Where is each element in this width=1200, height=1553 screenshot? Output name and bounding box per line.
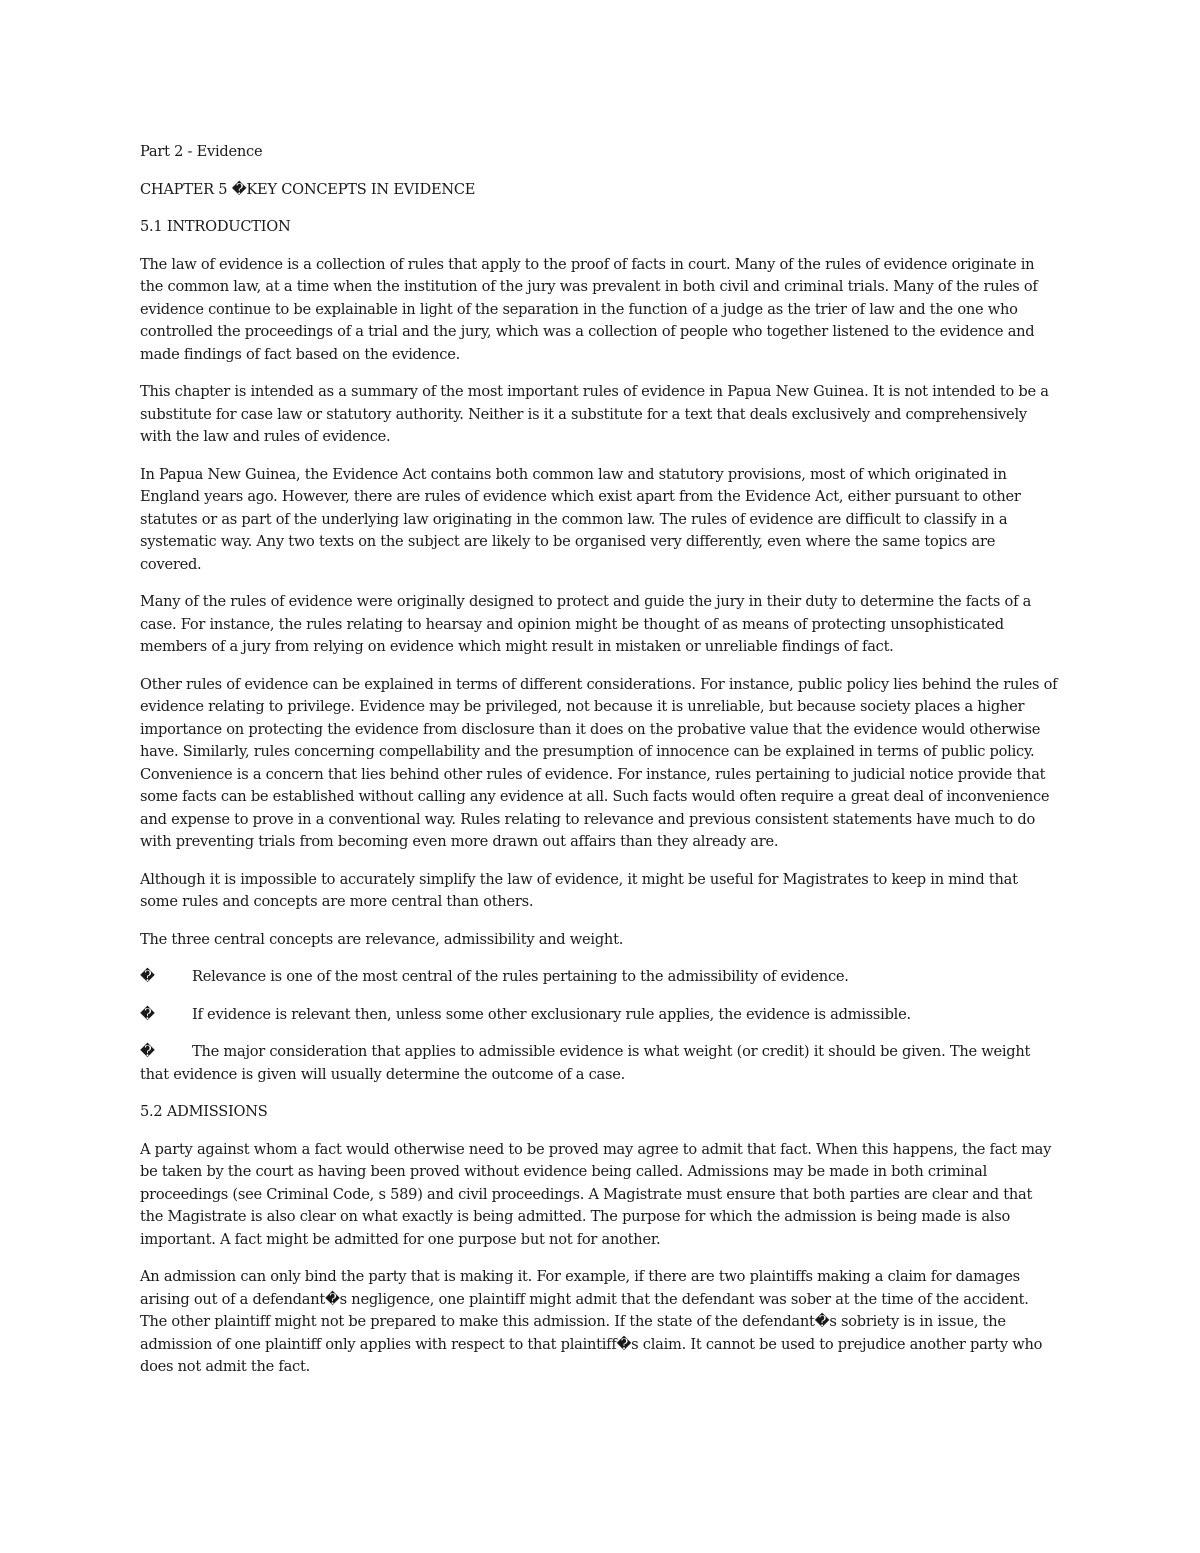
paragraph: Other rules of evidence can be explained in terms of different considerations. For instance, public policy lies behind the rules of evidence relating to privilege. Evidence may be privileged, not because it is unreliable, but because society places a higher importance on protecting the evidence from disclosure than it does on the probative value that the evidence would otherwise have. Similarly, rules concerning compellability and the presumption of innocence can be explained in terms of public policy. Convenience is a concern that lies behind other rules of evidence. For instance, rules pertaining to judicial notice provide that some facts can be established without calling any evidence at all. Such facts would often require a great deal of inconvenience and expense to prove in a conventional way. Rules relating to relevance and previous consistent statements have much to do with preventing trials from becoming even more drawn out affairs than they already are. bbox=[140, 675, 1058, 850]
section-heading-introduction: 5.1 INTRODUCTION bbox=[140, 218, 291, 235]
document-body bbox=[140, 141, 1058, 1394]
bullet-item bbox=[140, 1041, 1058, 1086]
bullet-item bbox=[140, 966, 1058, 989]
bullet-item bbox=[140, 1004, 1058, 1027]
paragraph: Many of the rules of evidence were originally designed to protect and guide the jury in their duty to determine the facts of a case. For instance, the rules relating to hearsay and opinion might be thought of as means of protecting unsophisticated members of a jury from relying on evidence which might result in mistaken or unreliable findings of fact. bbox=[140, 593, 1032, 655]
paragraph: The law of evidence is a collection of rules that apply to the proof of facts in court. Many of the rules of evidence originate in the common law, at a time when the institution of the jury was prevalent in both civil and criminal trials. Many of the rules of evidence continue to be explainable in light of the separation in the function of a judge as the trier of law and the one who controlled the proceedings of a trial and the jury, which was a collection of people who together listened to the evidence and made findings of fact based on the evidence. bbox=[140, 255, 1038, 363]
bullet-marker: � bbox=[140, 968, 155, 985]
paragraph: This chapter is intended as a summary of the most important rules of evidence in Papua New Guinea. It is not intended to be a substitute for case law or statutory authority. Neither is it a substitute for a text that deals exclusively and comprehensively with the law and rules of evidence. bbox=[140, 383, 1049, 445]
paragraph: The three central concepts are relevance, admissibility and weight. bbox=[140, 930, 624, 948]
chapter-title: CHAPTER 5 �KEY CONCEPTS IN EVIDENCE bbox=[140, 180, 476, 198]
bullet-marker: � bbox=[140, 1043, 155, 1060]
bullet-text: Relevance is one of the most central of the rules pertaining to the admissibility of evidence. bbox=[192, 968, 849, 985]
section-heading-admissions: 5.2 ADMISSIONS bbox=[140, 1103, 268, 1120]
bullet-text: If evidence is relevant then, unless some other exclusionary rule applies, the evidence is admissible. bbox=[192, 1005, 911, 1023]
part-title: Part 2 - Evidence bbox=[140, 143, 263, 160]
bullet-text: The major consideration that applies to admissible evidence is what weight (or credit) it should be given. The weight that evidence is given will usually determine the outcome of a case. bbox=[140, 1043, 1031, 1083]
paragraph: Although it is impossible to accurately simplify the law of evidence, it might be useful for Magistrates to keep in mind that some rules and concepts are more central than others. bbox=[140, 870, 1018, 910]
bullet-marker: � bbox=[140, 1005, 155, 1023]
paragraph: An admission can only bind the party that is making it. For example, if there are two plaintiffs making a claim for damages arising out of a defendant�s negligence, one plaintiff might admit that the defendant was sober at the time of the accident. The other plaintiff might not be prepared to make this admission. If the state of the defendant�s sobriety is in issue, the admission of one plaintiff only applies with respect to that plaintiff�s claim. It cannot be used to prejudice another party who does not admit the fact. bbox=[140, 1268, 1043, 1375]
paragraph: A party against whom a fact would otherwise need to be proved may agree to admit that fact. When this happens, the fact may be taken by the court as having been proved without evidence being called. Admissions may be made in both criminal proceedings (see Criminal Code, s 589) and civil proceedings. A Magistrate must ensure that both parties are clear and that the Magistrate is also clear on what exactly is being admitted. The purpose for which the admission is being made is also important. A fact might be admitted for one purpose but not for another. bbox=[140, 1140, 1052, 1248]
paragraph: In Papua New Guinea, the Evidence Act contains both common law and statutory provisions, most of which originated in England years ago. However, there are rules of evidence which exist apart from the Evidence Act, either pursuant to other statutes or as part of the underlying law originating in the common law. The rules of evidence are difficult to classify in a systematic way. Any two texts on the subject are likely to be organised very differently, even where the same topics are covered. bbox=[140, 465, 1021, 573]
